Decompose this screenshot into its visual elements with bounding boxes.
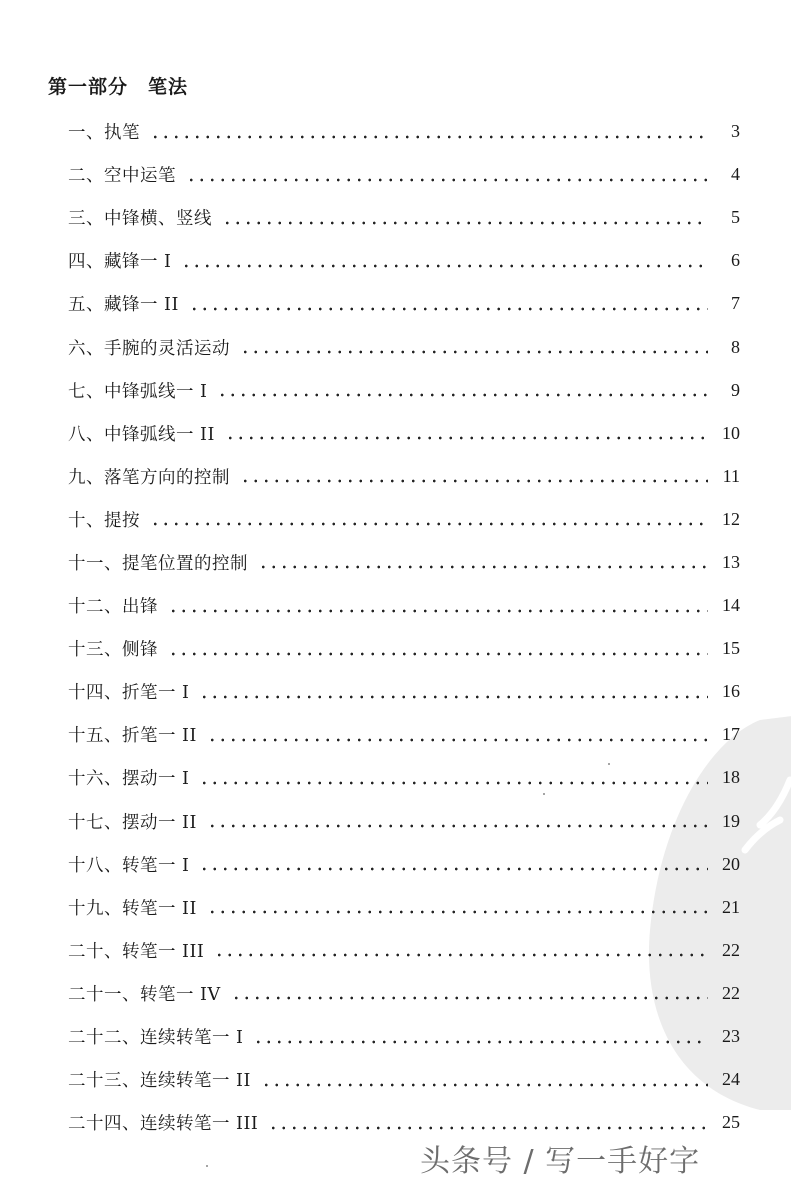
toc-entry-title: 二十三、连续转笔一 II: [68, 1071, 251, 1092]
dot-leader: [181, 264, 708, 268]
dot-leader: [199, 781, 708, 785]
toc-entry: [68, 843, 740, 886]
dot-leader: [150, 522, 708, 526]
toc-entry: [68, 756, 740, 799]
toc-entry-page-number: 8: [731, 336, 740, 357]
toc-entry: [68, 713, 740, 756]
toc-entry: [68, 455, 740, 498]
section-title: 第一部分 笔法: [48, 76, 189, 98]
toc-entry-page-number: 9: [731, 379, 740, 400]
dot-leader: [225, 436, 708, 440]
toc-entry: [68, 929, 740, 972]
toc-entry-page-number: 7: [731, 293, 740, 314]
dot-leader: [207, 910, 708, 914]
toc-entry-title: 八、中锋弧线一 II: [68, 424, 215, 445]
dot-leader: [186, 178, 708, 182]
dot-leader: [199, 695, 708, 699]
scan-speck: [206, 1165, 208, 1167]
toc-entry-page-number: 15: [722, 638, 740, 659]
toc-entry-page-number: 6: [731, 250, 740, 271]
toc-entry-title: 十一、提笔位置的控制: [68, 553, 248, 574]
toc-entry: [68, 541, 740, 584]
toc-entry-page-number: 22: [722, 939, 740, 960]
toc-entry-title: 十三、侧锋: [68, 640, 158, 661]
toc-entry-page-number: 19: [722, 810, 740, 831]
toc-entry-title: 二十一、转笔一 IV: [68, 984, 221, 1005]
dot-leader: [240, 479, 708, 483]
toc-entry-title: 十、提按: [68, 510, 140, 531]
toc-entry-title: 五、藏锋一 II: [68, 295, 179, 316]
toc-entry-page-number: 11: [722, 465, 740, 486]
toc-entry-page-number: 18: [722, 767, 740, 788]
toc-entry-page-number: 4: [731, 164, 740, 185]
toc-entry: [68, 239, 740, 282]
toc-entry-page-number: 10: [722, 422, 740, 443]
toc-entry-page-number: 3: [731, 121, 740, 142]
toc-entry: [68, 498, 740, 541]
dot-leader: [207, 738, 708, 742]
toc-entry: [68, 627, 740, 670]
toc-entry: [68, 196, 740, 239]
toc-entry-title: 十九、转笔一 II: [68, 898, 197, 919]
toc-entry-title: 十六、摆动一 I: [68, 769, 190, 790]
toc-entry-page-number: 16: [722, 681, 740, 702]
toc-entry-title: 二十二、连续转笔一 I: [68, 1028, 244, 1049]
toc-entry: [68, 1058, 740, 1101]
dot-leader: [168, 652, 708, 656]
toc-entry-page-number: 12: [722, 508, 740, 529]
toc-entry-title: 十二、出锋: [68, 597, 158, 618]
toc-entry-page-number: 20: [722, 853, 740, 874]
dot-leader: [189, 307, 708, 311]
toc-entry-page-number: 13: [722, 551, 740, 572]
toc-entry-title: 一、执笔: [68, 123, 140, 144]
dot-leader: [222, 221, 708, 225]
dot-leader: [207, 824, 708, 828]
scan-speck: [543, 793, 545, 795]
dot-leader: [168, 609, 708, 613]
toc-entry: [68, 1015, 740, 1058]
toc-entry-page-number: 5: [731, 207, 740, 228]
toc-entry-title: 四、藏锋一 I: [68, 252, 172, 273]
toc-entry: [68, 282, 740, 325]
toc-entry-title: 七、中锋弧线一 I: [68, 381, 208, 402]
toc-entry: [68, 886, 740, 929]
toc-entry: [68, 110, 740, 153]
toc-entry: [68, 369, 740, 412]
toc-entry: [68, 800, 740, 843]
toc-entry-page-number: 23: [722, 1026, 740, 1047]
dot-leader: [231, 996, 708, 1000]
toc-entry-page-number: 25: [722, 1112, 740, 1133]
toc-entry-title: 二、空中运笔: [68, 166, 176, 187]
toc-entry-title: 十八、转笔一 I: [68, 855, 190, 876]
watermark-text: 头条号 / 写一手好字: [420, 1144, 701, 1179]
dot-leader: [258, 565, 708, 569]
toc-entry-title: 十四、折笔一 I: [68, 683, 190, 704]
dot-leader: [199, 867, 708, 871]
toc-entry-page-number: 21: [722, 896, 740, 917]
toc-entry-page-number: 22: [722, 982, 740, 1003]
toc-entry: [68, 325, 740, 368]
toc-entry: [68, 153, 740, 196]
toc-entry-page-number: 17: [722, 724, 740, 745]
toc-entry: [68, 412, 740, 455]
table-of-contents: [68, 110, 740, 1144]
toc-entry-title: 十七、摆动一 II: [68, 812, 197, 833]
dot-leader: [268, 1126, 708, 1130]
toc-entry: [68, 972, 740, 1015]
toc-entry-page-number: 24: [722, 1069, 740, 1090]
toc-entry-title: 六、手腕的灵活运动: [68, 338, 230, 359]
toc-entry: [68, 584, 740, 627]
toc-entry-page-number: 14: [722, 595, 740, 616]
scan-speck: [608, 763, 610, 765]
dot-leader: [253, 1040, 708, 1044]
toc-entry-title: 二十四、连续转笔一 III: [68, 1114, 259, 1135]
dot-leader: [240, 350, 708, 354]
toc-entry: [68, 670, 740, 713]
dot-leader: [214, 953, 708, 957]
dot-leader: [150, 135, 708, 139]
toc-entry-title: 九、落笔方向的控制: [68, 467, 230, 488]
toc-entry-title: 十五、折笔一 II: [68, 726, 197, 747]
toc-entry-title: 三、中锋横、竖线: [68, 209, 212, 230]
dot-leader: [217, 393, 708, 397]
dot-leader: [261, 1083, 708, 1087]
toc-entry-title: 二十、转笔一 III: [68, 941, 205, 962]
